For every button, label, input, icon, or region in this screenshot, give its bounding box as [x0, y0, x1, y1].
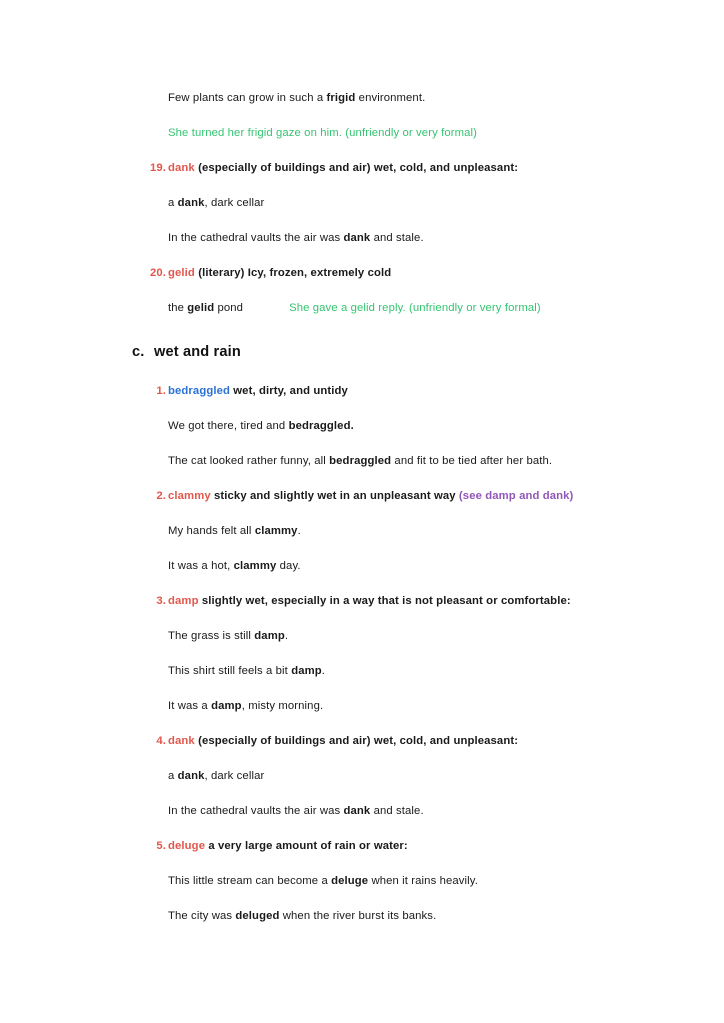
example-line	[0, 661, 724, 682]
example-text-pre: It was a hot,	[168, 560, 234, 572]
section-title: wet and rain	[154, 344, 241, 360]
definition-text: (literary) Icy, frozen, extremely cold	[194, 267, 392, 279]
definition-text: wet, dirty, and untidy	[230, 385, 348, 397]
example-line	[0, 298, 724, 319]
example-keyword: dank	[343, 232, 371, 244]
list-item	[0, 731, 724, 752]
list-item	[0, 263, 724, 284]
definition-text: (especially of buildings and air) wet, cold, and unpleasant:	[194, 735, 519, 747]
example-keyword: bedraggled.	[288, 420, 354, 432]
example-keyword: clammy	[254, 525, 298, 537]
example-line	[0, 766, 724, 787]
example-line	[0, 696, 724, 717]
headword: dank	[168, 735, 195, 747]
list-item	[0, 486, 724, 507]
cross-reference: (see damp and dank)	[458, 490, 574, 502]
example-line	[0, 416, 724, 437]
example-line	[0, 451, 724, 472]
example-text-post: environment.	[355, 92, 426, 104]
list-item-number: 19.	[149, 162, 166, 174]
example-line	[0, 521, 724, 542]
list-item-number: 20.	[149, 267, 166, 279]
example-keyword: bedraggled	[329, 455, 392, 467]
example-text-post: when the river burst its banks.	[279, 910, 437, 922]
headword: damp	[168, 595, 199, 607]
headword: deluge	[168, 840, 206, 852]
example-text-pre: The grass is still	[168, 630, 255, 642]
example-text-pre: a	[168, 770, 178, 782]
list-item-number: 4.	[156, 735, 166, 747]
list-item-number: 3.	[156, 595, 166, 607]
list-item	[0, 158, 724, 179]
example-line	[0, 906, 724, 927]
definition-text: sticky and slightly wet in an unpleasant way	[210, 490, 459, 502]
list-item	[0, 381, 724, 402]
definition-text: a very large amount of rain or water:	[205, 840, 408, 852]
example-text-post: .	[297, 525, 301, 537]
example-line	[0, 193, 724, 214]
example-text-pre: The cat looked rather funny, all	[168, 455, 330, 467]
example-line	[0, 626, 724, 647]
example-line	[0, 88, 724, 109]
document-content	[0, 88, 724, 941]
example-keyword: clammy	[233, 560, 277, 572]
example-text-post: , dark cellar	[204, 770, 265, 782]
example-text-pre: In the cathedral vaults the air was	[168, 232, 344, 244]
example-text-post: pond	[214, 302, 244, 314]
example-text-pre: The city was	[168, 910, 236, 922]
example-text-pre: My hands felt all	[168, 525, 255, 537]
example-line	[0, 801, 724, 822]
example-line-note	[0, 123, 724, 144]
example-text-pre: This shirt still feels a bit	[168, 665, 292, 677]
example-text-post: day.	[276, 560, 301, 572]
example-text-pre: Few plants can grow in such a	[168, 92, 327, 104]
usage-note-text: She turned her frigid gaze on him. (unfriendly or very formal)	[168, 127, 478, 139]
example-keyword: dank	[177, 770, 205, 782]
headword: gelid	[168, 267, 195, 279]
example-keyword: deluge	[331, 875, 369, 887]
example-text-post: , dark cellar	[204, 197, 265, 209]
example-text-pre: This little stream can become a	[168, 875, 332, 887]
example-keyword: damp	[291, 665, 322, 677]
example-keyword: dank	[343, 805, 371, 817]
headword: bedraggled	[168, 385, 231, 397]
headword: clammy	[168, 490, 211, 502]
definition-text: slightly wet, especially in a way that is not pleasant or comfortable:	[198, 595, 571, 607]
example-text-post: when it rains heavily.	[368, 875, 478, 887]
example-keyword: frigid	[326, 92, 356, 104]
example-text-post: .	[284, 630, 289, 642]
headword: dank	[168, 162, 195, 174]
list-item-number: 1.	[156, 385, 166, 397]
example-text-pre: a	[168, 197, 178, 209]
example-text-pre: In the cathedral vaults the air was	[168, 805, 344, 817]
list-item	[0, 591, 724, 612]
example-keyword: gelid	[187, 302, 215, 314]
example-line	[0, 871, 724, 892]
list-item-number: 5.	[156, 840, 166, 852]
example-text-post: and stale.	[370, 805, 424, 817]
example-line	[0, 228, 724, 249]
definition-text: (especially of buildings and air) wet, cold, and unpleasant:	[194, 162, 519, 174]
example-keyword: deluged	[235, 910, 280, 922]
example-text-pre: We got there, tired and	[168, 420, 289, 432]
section-letter: c.	[132, 344, 145, 360]
example-line	[0, 556, 724, 577]
usage-note-text: She gave a gelid reply. (unfriendly or very formal)	[289, 302, 541, 314]
example-text-post: and fit to be tied after her bath.	[391, 455, 553, 467]
example-text-post: .	[321, 665, 326, 677]
list-item-number: 2.	[156, 490, 166, 502]
example-keyword: dank	[177, 197, 205, 209]
section-heading	[0, 341, 724, 363]
example-text-pre: It was a	[168, 700, 212, 712]
example-keyword: damp	[254, 630, 285, 642]
example-text-post: , misty morning.	[241, 700, 324, 712]
list-item	[0, 836, 724, 857]
example-text-pre: the	[168, 302, 188, 314]
example-keyword: damp	[211, 700, 242, 712]
example-text-post: and stale.	[370, 232, 424, 244]
